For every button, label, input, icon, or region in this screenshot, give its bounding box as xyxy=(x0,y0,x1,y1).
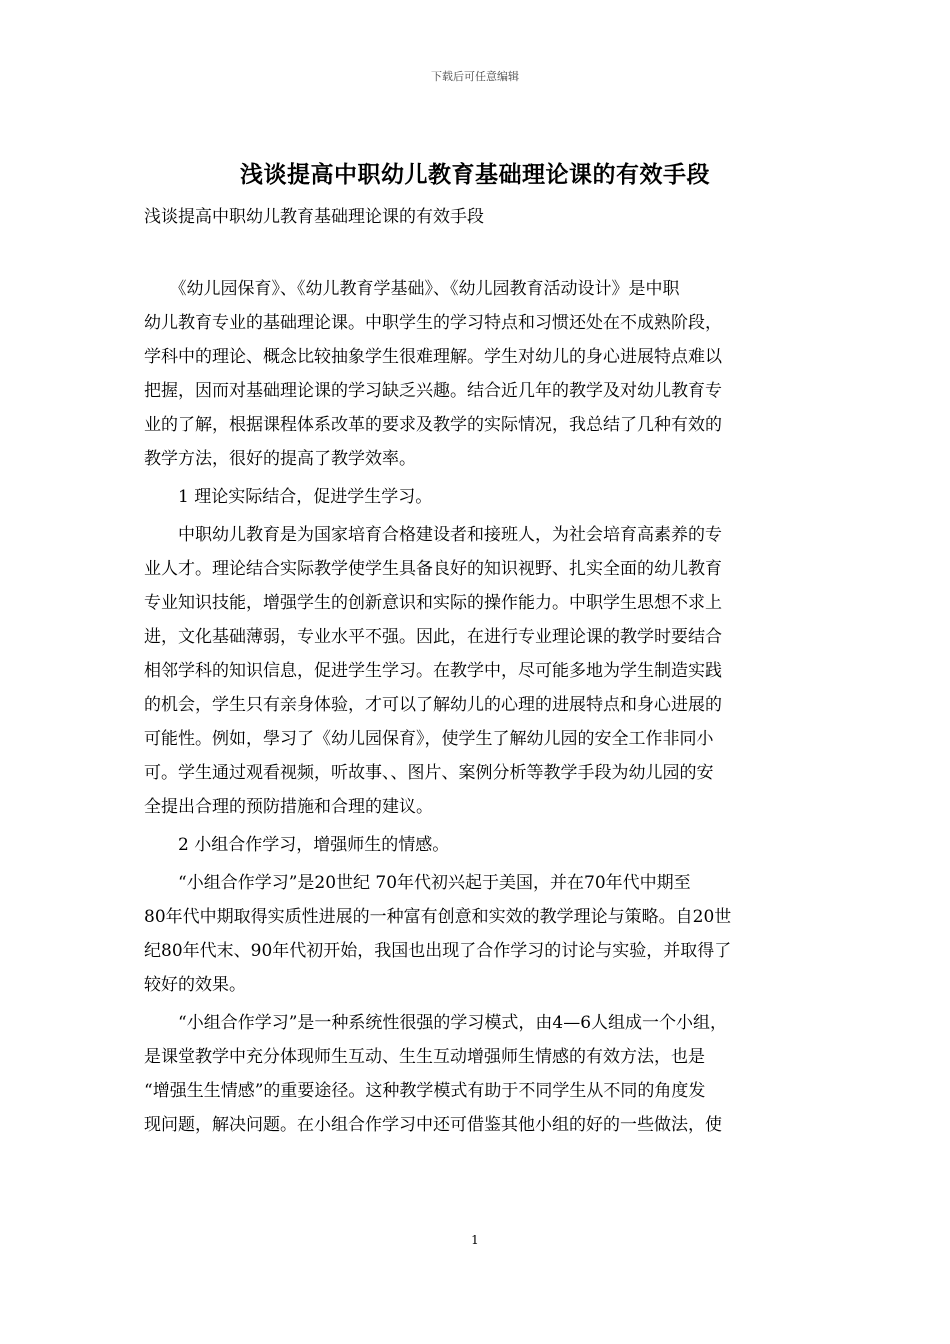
paragraph-line: “小组合作学习”是一种系统性很强的学习模式，由4—6人组成一个小组， xyxy=(144,1013,728,1033)
paragraph-line: 可能性。例如，學习了《幼儿园保育》，使学生了解幼儿园的安全工作非同小 xyxy=(144,729,714,749)
page-header-note: 下载后可任意编辑 xyxy=(431,70,519,83)
paragraph-line: 的机会，学生只有亲身体验，才可以了解幼儿的心理的进展特点和身心进展的 xyxy=(144,695,722,715)
paragraph-line: 进，文化基础薄弱，专业水平不强。因此，在进行专业理论课的教学时要结合 xyxy=(144,627,722,647)
body-paragraph xyxy=(144,1006,806,1142)
paragraph-line: “小组合作学习”是20世纪 70年代初兴起于美国，并在70年代中期至 xyxy=(144,873,691,893)
paragraph-line: 全提出合理的预防措施和合理的建议。 xyxy=(144,797,433,817)
body-paragraph xyxy=(144,866,806,1002)
paragraph-line: 是课堂教学中充分体现师生互动、生生互动增强师生情感的有效方法，也是 xyxy=(144,1047,705,1067)
body-paragraph xyxy=(144,828,806,862)
paragraph-line: 相邻学科的知识信息，促进学生学习。在教学中，尽可能多地为学生制造实践 xyxy=(144,661,722,681)
paragraph-line: 2 小组合作学习，增强师生的情感。 xyxy=(144,835,450,855)
paragraph-line: “增强生生情感”的重要途径。这种教学模式有助于不同学生从不同的角度发 xyxy=(144,1081,706,1101)
document-body xyxy=(144,272,806,1146)
paragraph-line: 教学方法，很好的提高了教学效率。 xyxy=(144,449,416,469)
body-paragraph xyxy=(144,518,806,824)
paragraph-line: 幼儿教育专业的基础理论课。中职学生的学习特点和习惯还处在不成熟阶段， xyxy=(144,313,722,333)
paragraph-line: 中职幼儿教育是为国家培育合格建设者和接班人，为社会培育高素养的专 xyxy=(144,525,722,545)
paragraph-line: 可。学生通过观看视频，听故事、、图片、案例分析等教学手段为幼儿园的安 xyxy=(144,763,714,783)
paragraph-line: 业的了解，根据课程体系改革的要求及教学的实际情况，我总结了几种有效的 xyxy=(144,415,722,435)
paragraph-line: 专业知识技能，增强学生的创新意识和实际的操作能力。中职学生思想不求上 xyxy=(144,593,722,613)
document-subtitle: 浅谈提高中职幼儿教育基础理论课的有效手段 xyxy=(144,207,484,227)
paragraph-line: 80年代中期取得实质性进展的一种富有创意和实效的教学理论与策略。自20世 xyxy=(144,907,732,927)
body-paragraph xyxy=(144,272,806,476)
document-title: 浅谈提高中职幼儿教育基础理论课的有效手段 xyxy=(240,161,710,188)
paragraph-line: 业人才。理论结合实际教学使学生具备良好的知识视野、扎实全面的幼儿教育 xyxy=(144,559,722,579)
paragraph-line: 学科中的理论、概念比较抽象学生很难理解。学生对幼儿的身心进展特点难以 xyxy=(144,347,722,367)
paragraph-line: 《幼儿园保育》、《幼儿教育学基础》、《幼儿园教育活动设计》是中职 xyxy=(144,279,680,299)
paragraph-line: 1 理论实际结合，促进学生学习。 xyxy=(144,487,433,507)
paragraph-line: 纪80年代末、90年代初开始，我国也出现了合作学习的讨论与实验，并取得了 xyxy=(144,941,732,961)
paragraph-line: 现问题，解决问题。在小组合作学习中还可借鉴其他小组的好的一些做法，使 xyxy=(144,1115,722,1135)
page-number: 1 xyxy=(471,1233,479,1247)
paragraph-line: 较好的效果。 xyxy=(144,975,246,995)
body-paragraph xyxy=(144,480,806,514)
paragraph-line: 把握，因而对基础理论课的学习缺乏兴趣。结合近几年的教学及对幼儿教育专 xyxy=(144,381,722,401)
